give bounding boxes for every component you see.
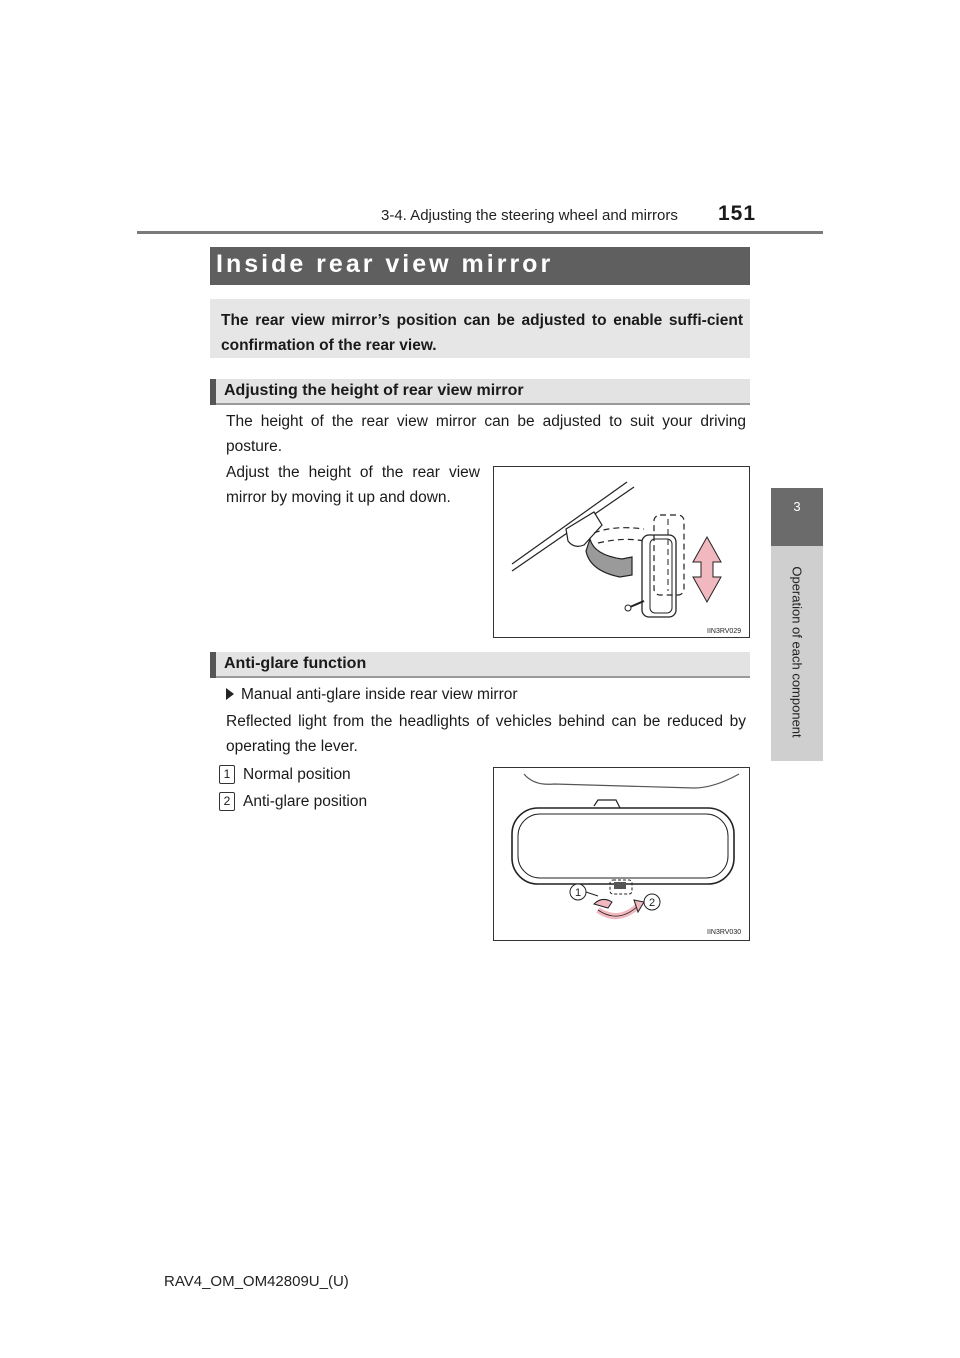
page-title: Inside rear view mirror xyxy=(216,250,554,278)
paragraph-antiglare: Reflected light from the headlights of vehicles behind can be reduced by operating the lever. xyxy=(226,713,746,755)
item-number: 1 xyxy=(219,765,235,784)
figure-code-2: IIN3RV030 xyxy=(707,929,742,936)
bullet-text: Manual anti-glare inside rear view mirror xyxy=(241,686,518,703)
footer-doc-id: RAV4_OM_OM42809U_(U) xyxy=(164,1273,349,1290)
figure-mirror-height xyxy=(493,466,750,638)
item-label: Anti-glare position xyxy=(243,793,368,810)
bullet-arrow-icon xyxy=(226,688,234,700)
figure-antiglare xyxy=(493,767,750,941)
antiglare-illustration xyxy=(494,768,749,940)
callout-2: 2 xyxy=(648,897,656,909)
list-item xyxy=(219,762,351,787)
item-number: 2 xyxy=(219,792,235,811)
callout-1: 1 xyxy=(574,887,582,899)
section-header: 3-4. Adjusting the steering wheel and mirrors xyxy=(381,207,678,224)
figure-code-1: IIN3RV029 xyxy=(707,628,742,635)
intro-text: The rear view mirror’s position can be adjusted to enable suffi-cient confirmation of the rear view. xyxy=(221,312,743,354)
subheading-marker xyxy=(210,652,216,678)
chapter-number: 3 xyxy=(793,499,801,514)
subheading-marker xyxy=(210,379,216,405)
list-item xyxy=(219,789,367,814)
chapter-tab xyxy=(771,488,823,546)
subheading-antiglare: Anti-glare function xyxy=(224,655,367,672)
paragraph-height-intro: The height of the rear view mirror can be adjusted to suit your driving posture. xyxy=(226,413,746,455)
header-rule xyxy=(137,231,823,234)
page-number: 151 xyxy=(718,202,757,225)
subheading-height: Adjusting the height of rear view mirror xyxy=(224,382,524,399)
item-label: Normal position xyxy=(243,766,351,783)
mirror-height-illustration xyxy=(494,467,749,637)
chapter-label: Operation of each component xyxy=(789,566,805,738)
bullet-manual-antiglare xyxy=(226,682,518,707)
paragraph-height-instruction: Adjust the height of the rear view mirror by moving it up and down. xyxy=(226,464,480,506)
